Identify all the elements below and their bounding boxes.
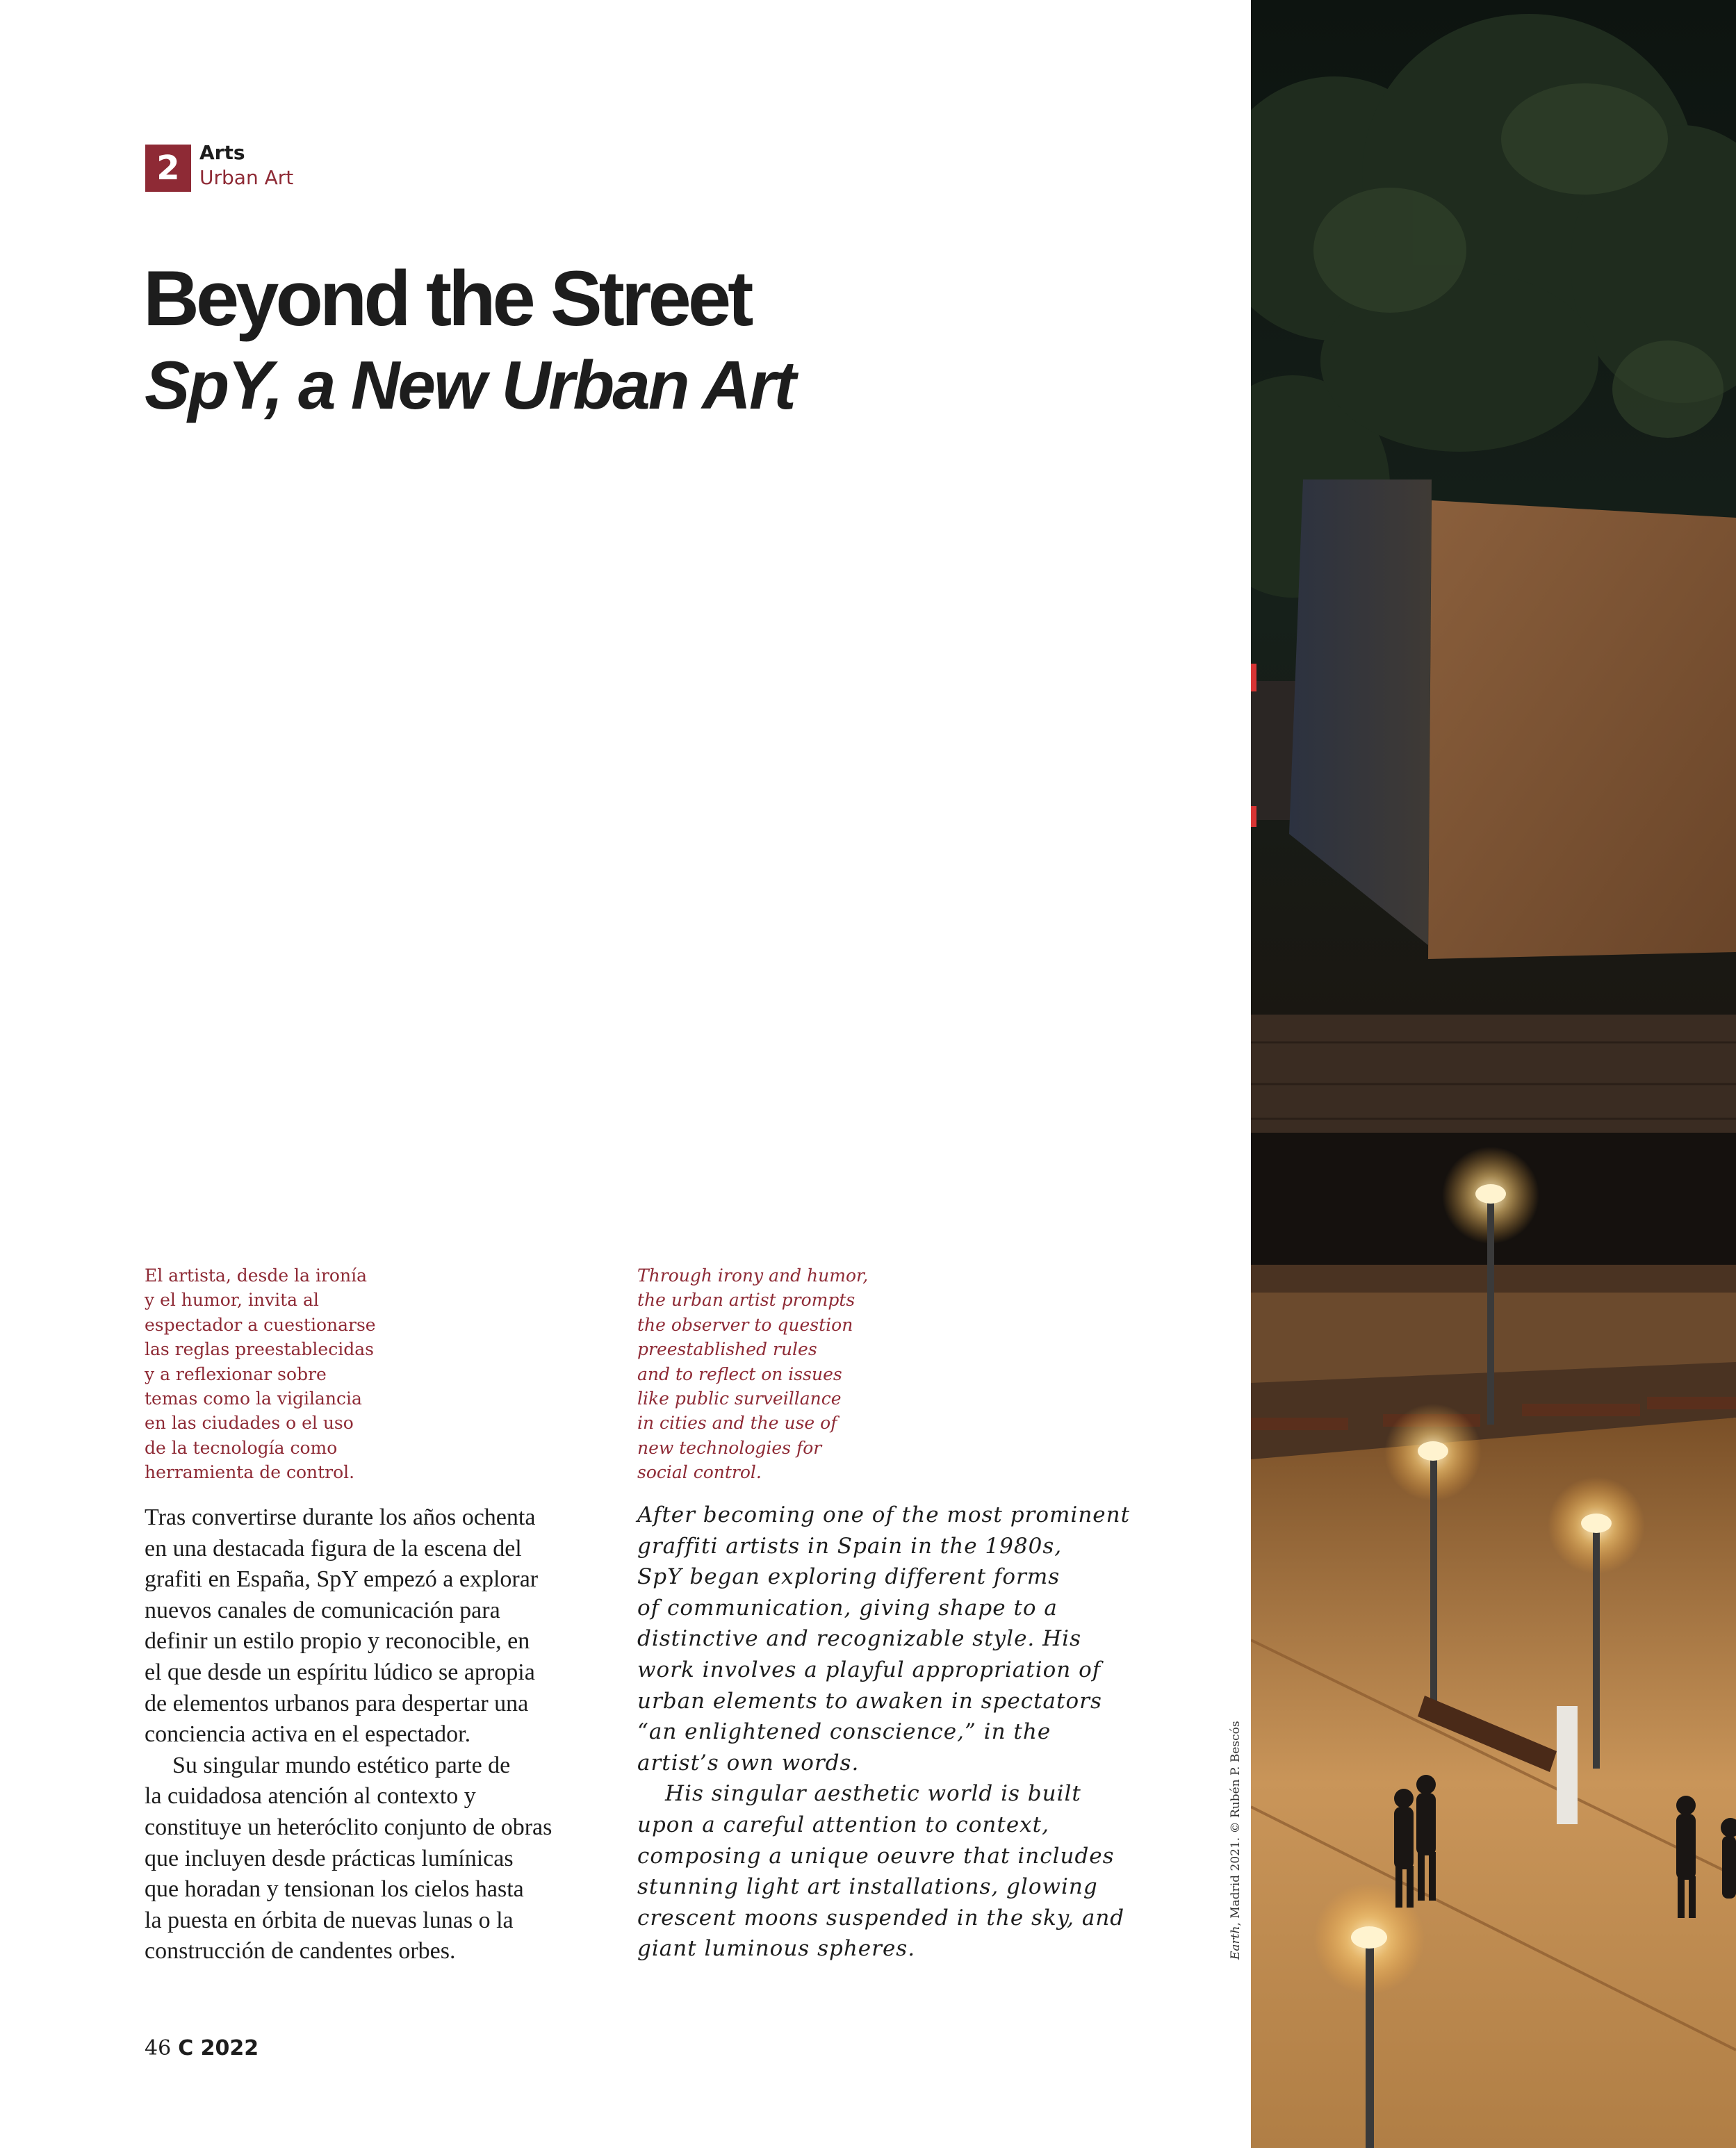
- body-spanish-paragraph-1: Tras convertirse durante los años ochenta en una destacada figura de la escena del grafiti en España, SpY empezó a explorar nuevos canales de comunicación para definir un estilo propio y reconocible, en el que desde un espíritu lúdico se apropia de elementos urbanos para despertar una conciencia activa en el espectador.: [145, 1505, 539, 1748]
- magazine-name: C 2022: [178, 2036, 259, 2060]
- section-category: Arts: [199, 141, 245, 164]
- cube-sculpture-front: [1428, 500, 1736, 959]
- section-subcategory: Urban Art: [199, 166, 294, 189]
- lead-english: Through irony and humor, the urban artist prompts the observer to question preestablished rules and to reflect on issues like public surveillance in cities and the use of new technologies for social control.: [637, 1265, 869, 1483]
- article-subtitle: SpY, a New Urban Art: [145, 347, 794, 423]
- section-label: [199, 140, 293, 190]
- stone-wall: [1251, 1015, 1736, 1133]
- section-number-badge: 2: [145, 145, 191, 192]
- photo-credit: [1229, 1721, 1243, 1960]
- article-title: Beyond the Street: [143, 255, 751, 342]
- body-spanish-paragraph-2: Su singular mundo estético parte de la cuidadosa atención al contexto y constituye un heteróclito conjunto de obras que incluyen desde prácticas lumínicas que horadan y tensionan los cielos hasta la puesta en órbita de nuevas lunas o la construcción de candentes orbes.: [145, 1752, 552, 1965]
- page-footer: [145, 2036, 259, 2060]
- photo-credit-wrapper: [1222, 1721, 1250, 1960]
- body-spanish: [145, 1502, 631, 1967]
- lead-spanish: El artista, desde la ironía y el humor, invita al espectador a cuestionarse las reglas preestablecidas y a reflexionar sobre temas como la vigilancia en las ciudades o el uso de la tecnología como herramienta de control.: [145, 1265, 376, 1483]
- body-english: [637, 1500, 1152, 1965]
- page-number: 46: [145, 2036, 172, 2060]
- night-plaza-photo: [1251, 0, 1736, 2148]
- body-english-paragraph-2: His singular aesthetic world is built upon a careful attention to context, composing a unique oeuvre that includes stunning light art installations, glowing crescent moons suspended in the sky, and giant luminous spheres.: [637, 1781, 1125, 1962]
- lit-plaza: [1251, 1418, 1736, 2148]
- body-english-paragraph-1: After becoming one of the most prominent graffiti artists in Spain in the 1980s, SpY began exploring different forms of communication, giving shape to a distinctive and recognizable style. His work involves a playful appropriation of urban elements to awaken in spectators “an enlightened conscience,” in the artist’s own words.: [637, 1502, 1131, 1776]
- photo-credit-work: Earth: [1229, 1926, 1243, 1960]
- photo-credit-details: , Madrid 2021. © Rubén P. Bescós: [1229, 1721, 1243, 1926]
